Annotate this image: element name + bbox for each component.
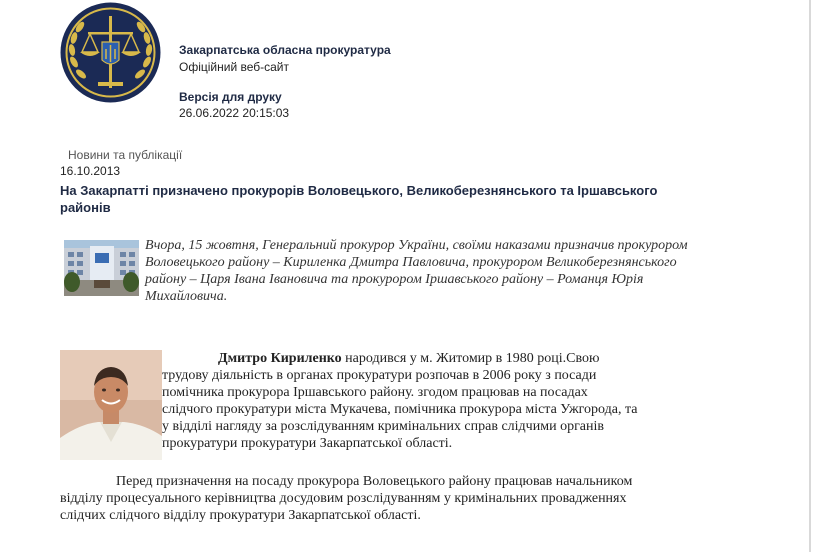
print-info xyxy=(179,89,289,121)
career-line: Перед призначення на посаду прокурора Воловецького району працював начальником xyxy=(116,474,633,489)
building-photo xyxy=(64,240,139,296)
career-paragraph xyxy=(60,473,730,524)
prosecutor-emblem-icon xyxy=(60,2,161,103)
print-datetime: 26.06.2022 20:15:03 xyxy=(179,106,290,120)
section-label[interactable]: Новини та публікації xyxy=(68,148,183,162)
bio-line: прокуратури прокуратури Закарпатської області. xyxy=(162,436,453,451)
article-date: 16.10.2013 xyxy=(60,164,121,178)
bio-paragraph xyxy=(162,350,722,452)
person-portrait-photo xyxy=(60,350,162,460)
bio-line: у відділі нагляду за розслідуванням кримінальних справ слідчими органів xyxy=(162,419,605,434)
bio-name: Дмитро Кириленко xyxy=(218,351,342,366)
site-header xyxy=(179,42,391,76)
right-border xyxy=(809,0,811,552)
bio-line: помічника прокурора Іршавського району. згодом працював на посадах xyxy=(162,385,588,400)
site-subtitle: Офіційний веб-сайт xyxy=(179,60,290,74)
article-title: На Закарпатті призначено прокурорів Воловецького, Великоберезнянського та Іршавського районів xyxy=(60,183,658,215)
print-version-label[interactable]: Версія для друку xyxy=(179,90,282,104)
article-lead: Вчора, 15 жовтня, Генеральний прокурор України, своїми наказами призначив прокурором Воловецького району – Кириленка Дмитра Павловича, прокурором Великоберезнянського району – Царя Івана Івановича та прокурором Іршавського району – Романця Юрія Михайловича. xyxy=(145,238,688,304)
bio-line: слідчого прокуратури міста Мукачева, помічника прокурора міста Ужгорода, та xyxy=(162,402,638,417)
career-line: слідчих слідчого відділу прокуратури Закарпатської області. xyxy=(60,508,421,523)
bio-first-line xyxy=(162,350,722,367)
career-line: відділу процесуального керівництва досудовим розслідуванням у кримінальних провадженнях xyxy=(60,491,627,506)
bio-line: народився у м. Житомир в 1980 році.Свою xyxy=(341,351,600,366)
bio-line: трудову діяльність в органах прокуратури розпочав в 2006 року з посади xyxy=(162,368,597,383)
org-name: Закарпатська обласна прокуратура xyxy=(179,43,391,57)
